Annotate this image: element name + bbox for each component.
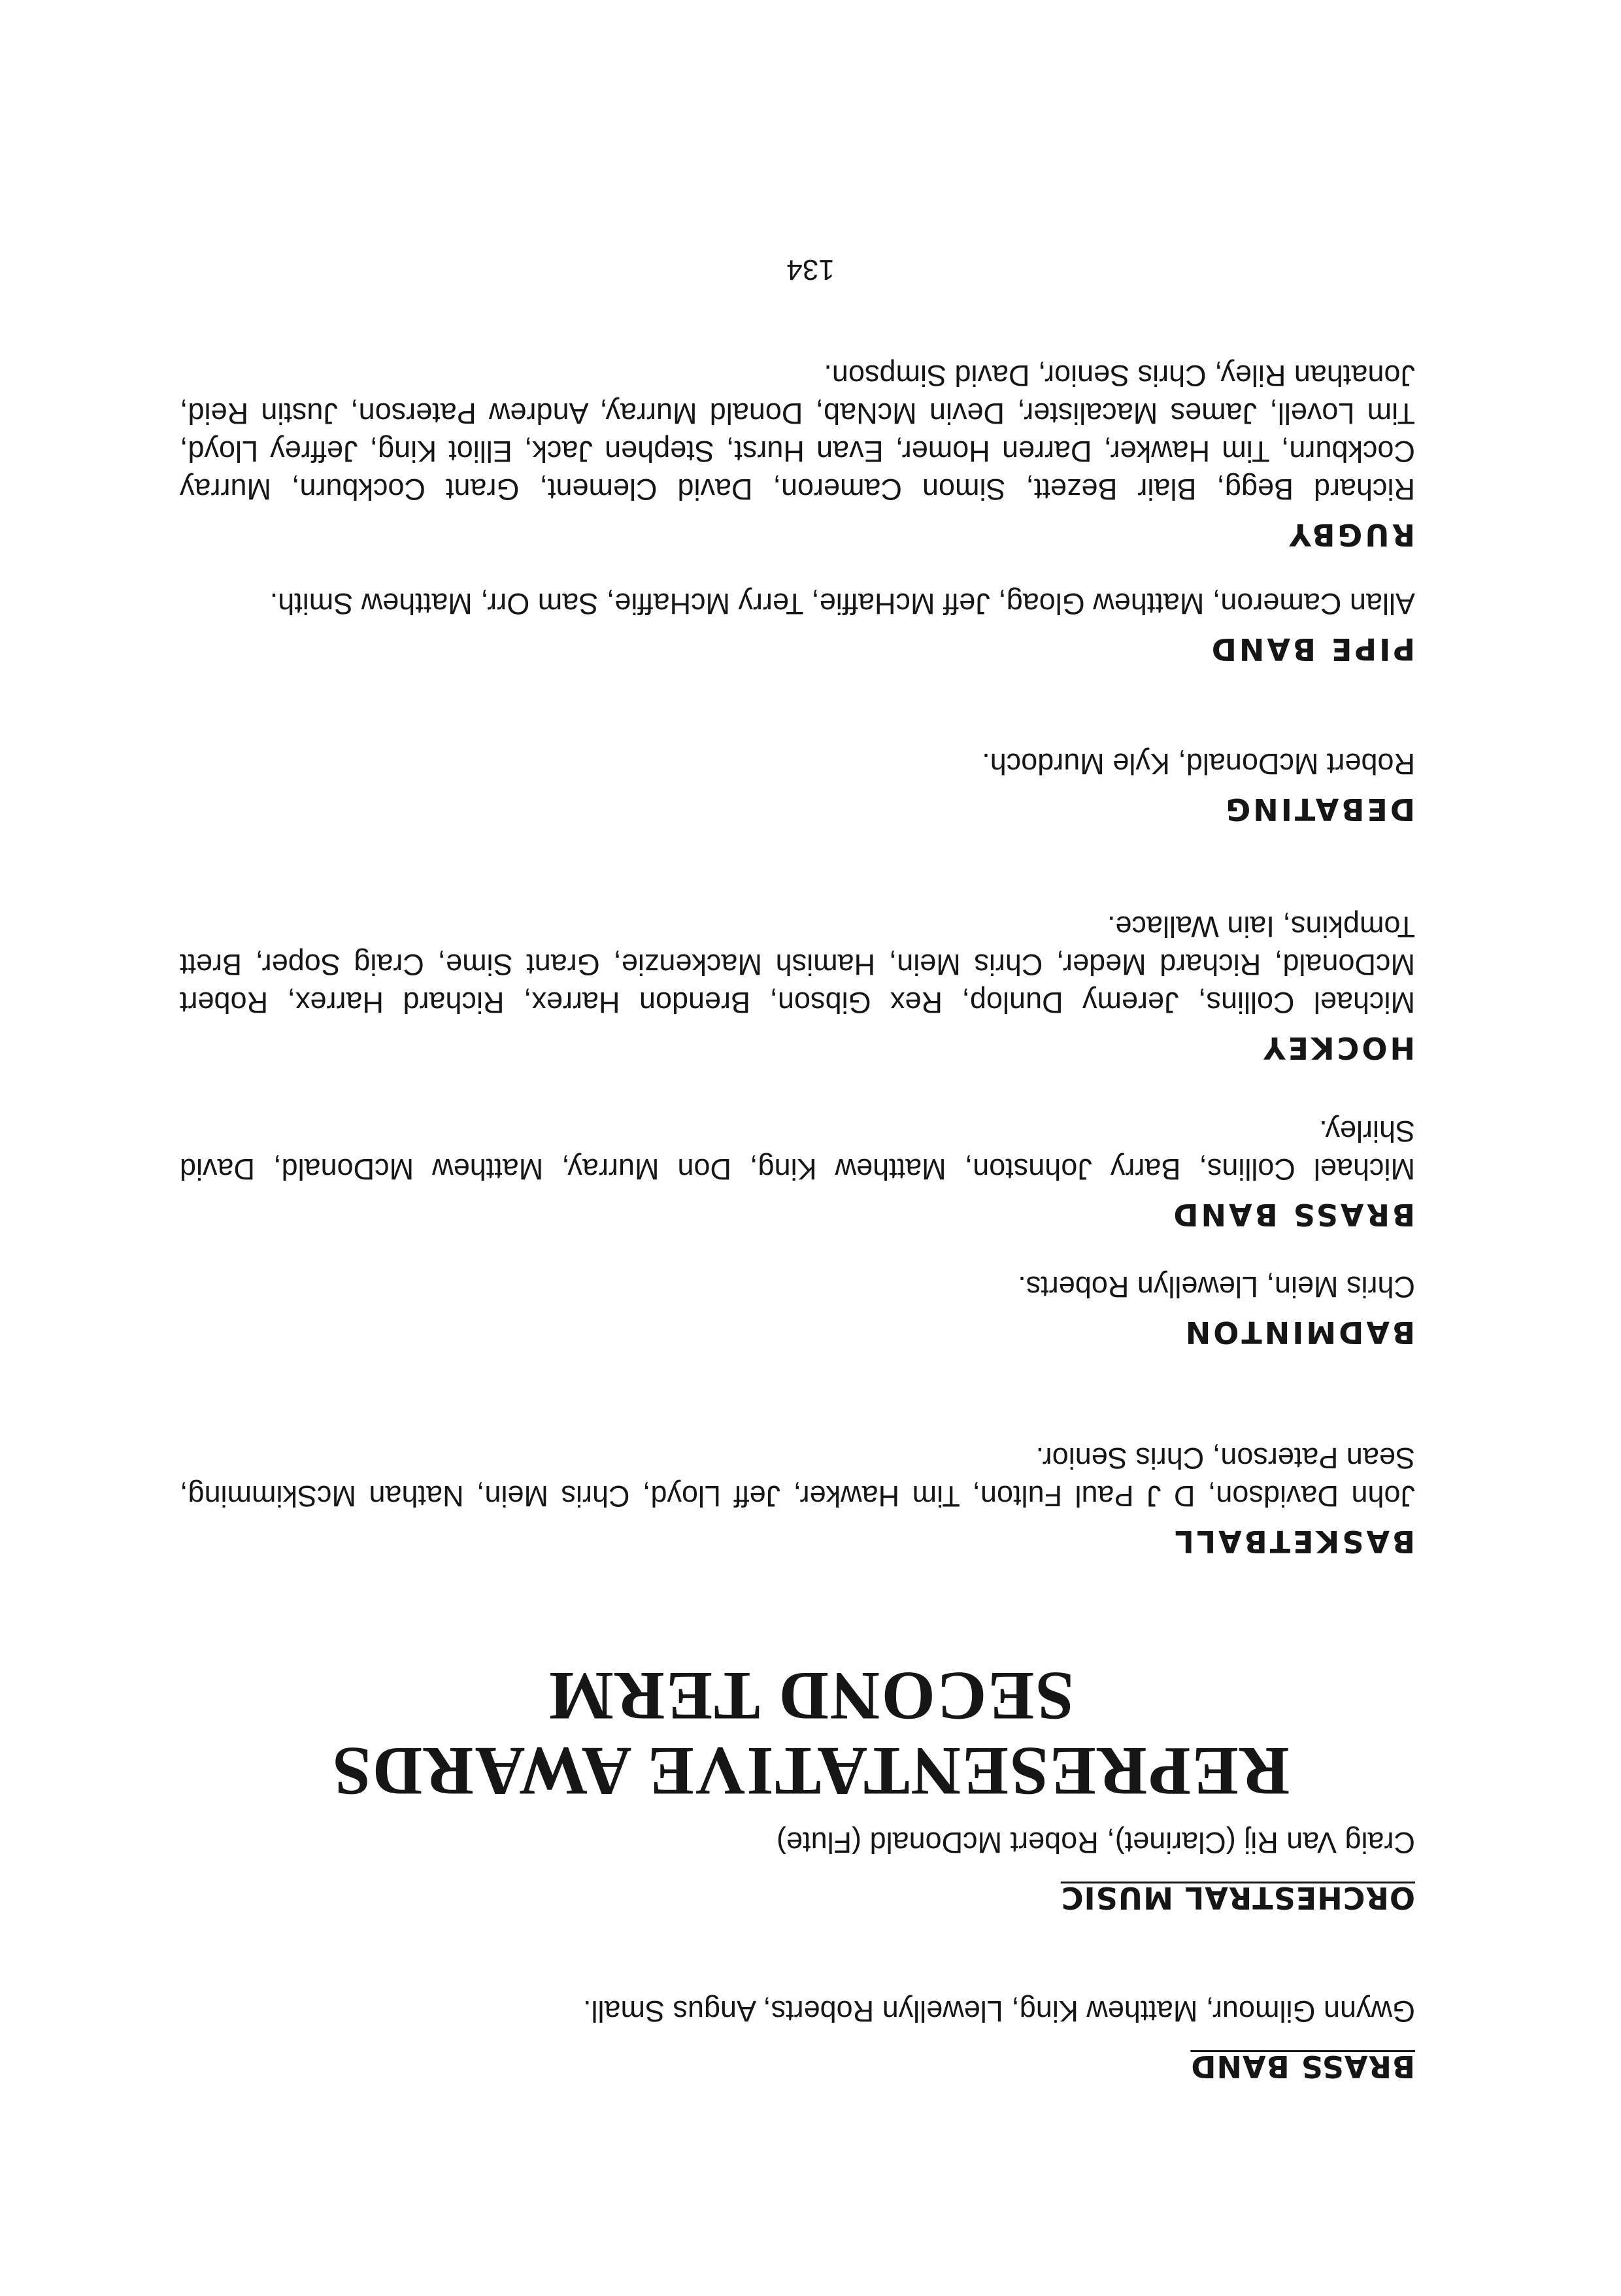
section-names-text: John Davidson, D J Paul Fulton, Tim Hawker, Jeff Lloyd, Chris Mein, Nathan McSkimming, Sean Paterson, Chris Senior. — [180, 1442, 1415, 1513]
section-names-text: Michael Collins, Barry Johnston, Matthew King, Don Murray, Matthew McDonald, David Shirley. — [180, 1115, 1415, 1186]
section-heading: BASKETBALL — [1172, 1524, 1415, 1559]
section-heading: HOCKEY — [1261, 1030, 1415, 1066]
section-names-text: Gwynn Gilmour, Matthew King, Llewellyn Roberts, Angus Small. — [582, 1995, 1415, 2028]
section-names-text: Michael Collins, Jeremy Dunlop, Rex Gibson, Brendon Harrex, Richard Harrex, Robert McDonald, Richard Meder, Chris Mein, Hamish Mackenzie, Grant Sime, Craig Soper, Brett Tompkins, Iain Wallace. — [180, 910, 1415, 1019]
section-names-text: Craig Van Rij (Clarinet), Robert McDonald (Flute) — [777, 1826, 1415, 1859]
section-names-text: Robert McDonald, Kyle Murdoch. — [982, 747, 1415, 781]
section-heading: PIPE BAND — [1209, 632, 1415, 667]
section-heading: ORCHESTRAL MUSIC — [1060, 1880, 1415, 1916]
section-heading: BRASS BAND — [1171, 1197, 1415, 1232]
section-names — [180, 1963, 1415, 2059]
section-names-text: Chris Mein, Llewellyn Roberts. — [1018, 1270, 1415, 1304]
section-names — [180, 327, 1415, 537]
section-names-text: Allan Cameron, Matthew Gloag, Jeff McHaffie, Terry McHaffie, Sam Orr, Matthew Smith. — [269, 587, 1415, 620]
page-title-line-1: REPRESENTATIVE AWARDS — [331, 1733, 1290, 1810]
section-names-text: Richard Begg, Blair Bezett, Simon Cameron, David Clement, Grant Cockburn, Murray Cockburn, Tim Hawker, Darren Homer, Evan Hurst, Stephen Jack, Elliot King, Jeffrey Lloyd, Tim Lovell, James Macalister, Devin McNab, Donald Murray, Andrew Paterson, Justin Reid, Jonathan Riley, Chris Senior, David Simpson. — [180, 359, 1415, 506]
section-heading: BADMINTON — [1182, 1315, 1415, 1350]
page-title-line-2: SECOND TERM — [546, 1658, 1075, 1734]
section-heading: DEBATING — [1223, 792, 1415, 827]
section-names — [180, 715, 1415, 812]
section-names — [180, 1083, 1415, 1217]
page-number: 134 — [786, 254, 835, 286]
section-names — [180, 1410, 1415, 1544]
section-heading: RUGBY — [1286, 517, 1415, 552]
section-heading: BRASS BAND — [1190, 2049, 1415, 2084]
section-names — [180, 878, 1415, 1051]
